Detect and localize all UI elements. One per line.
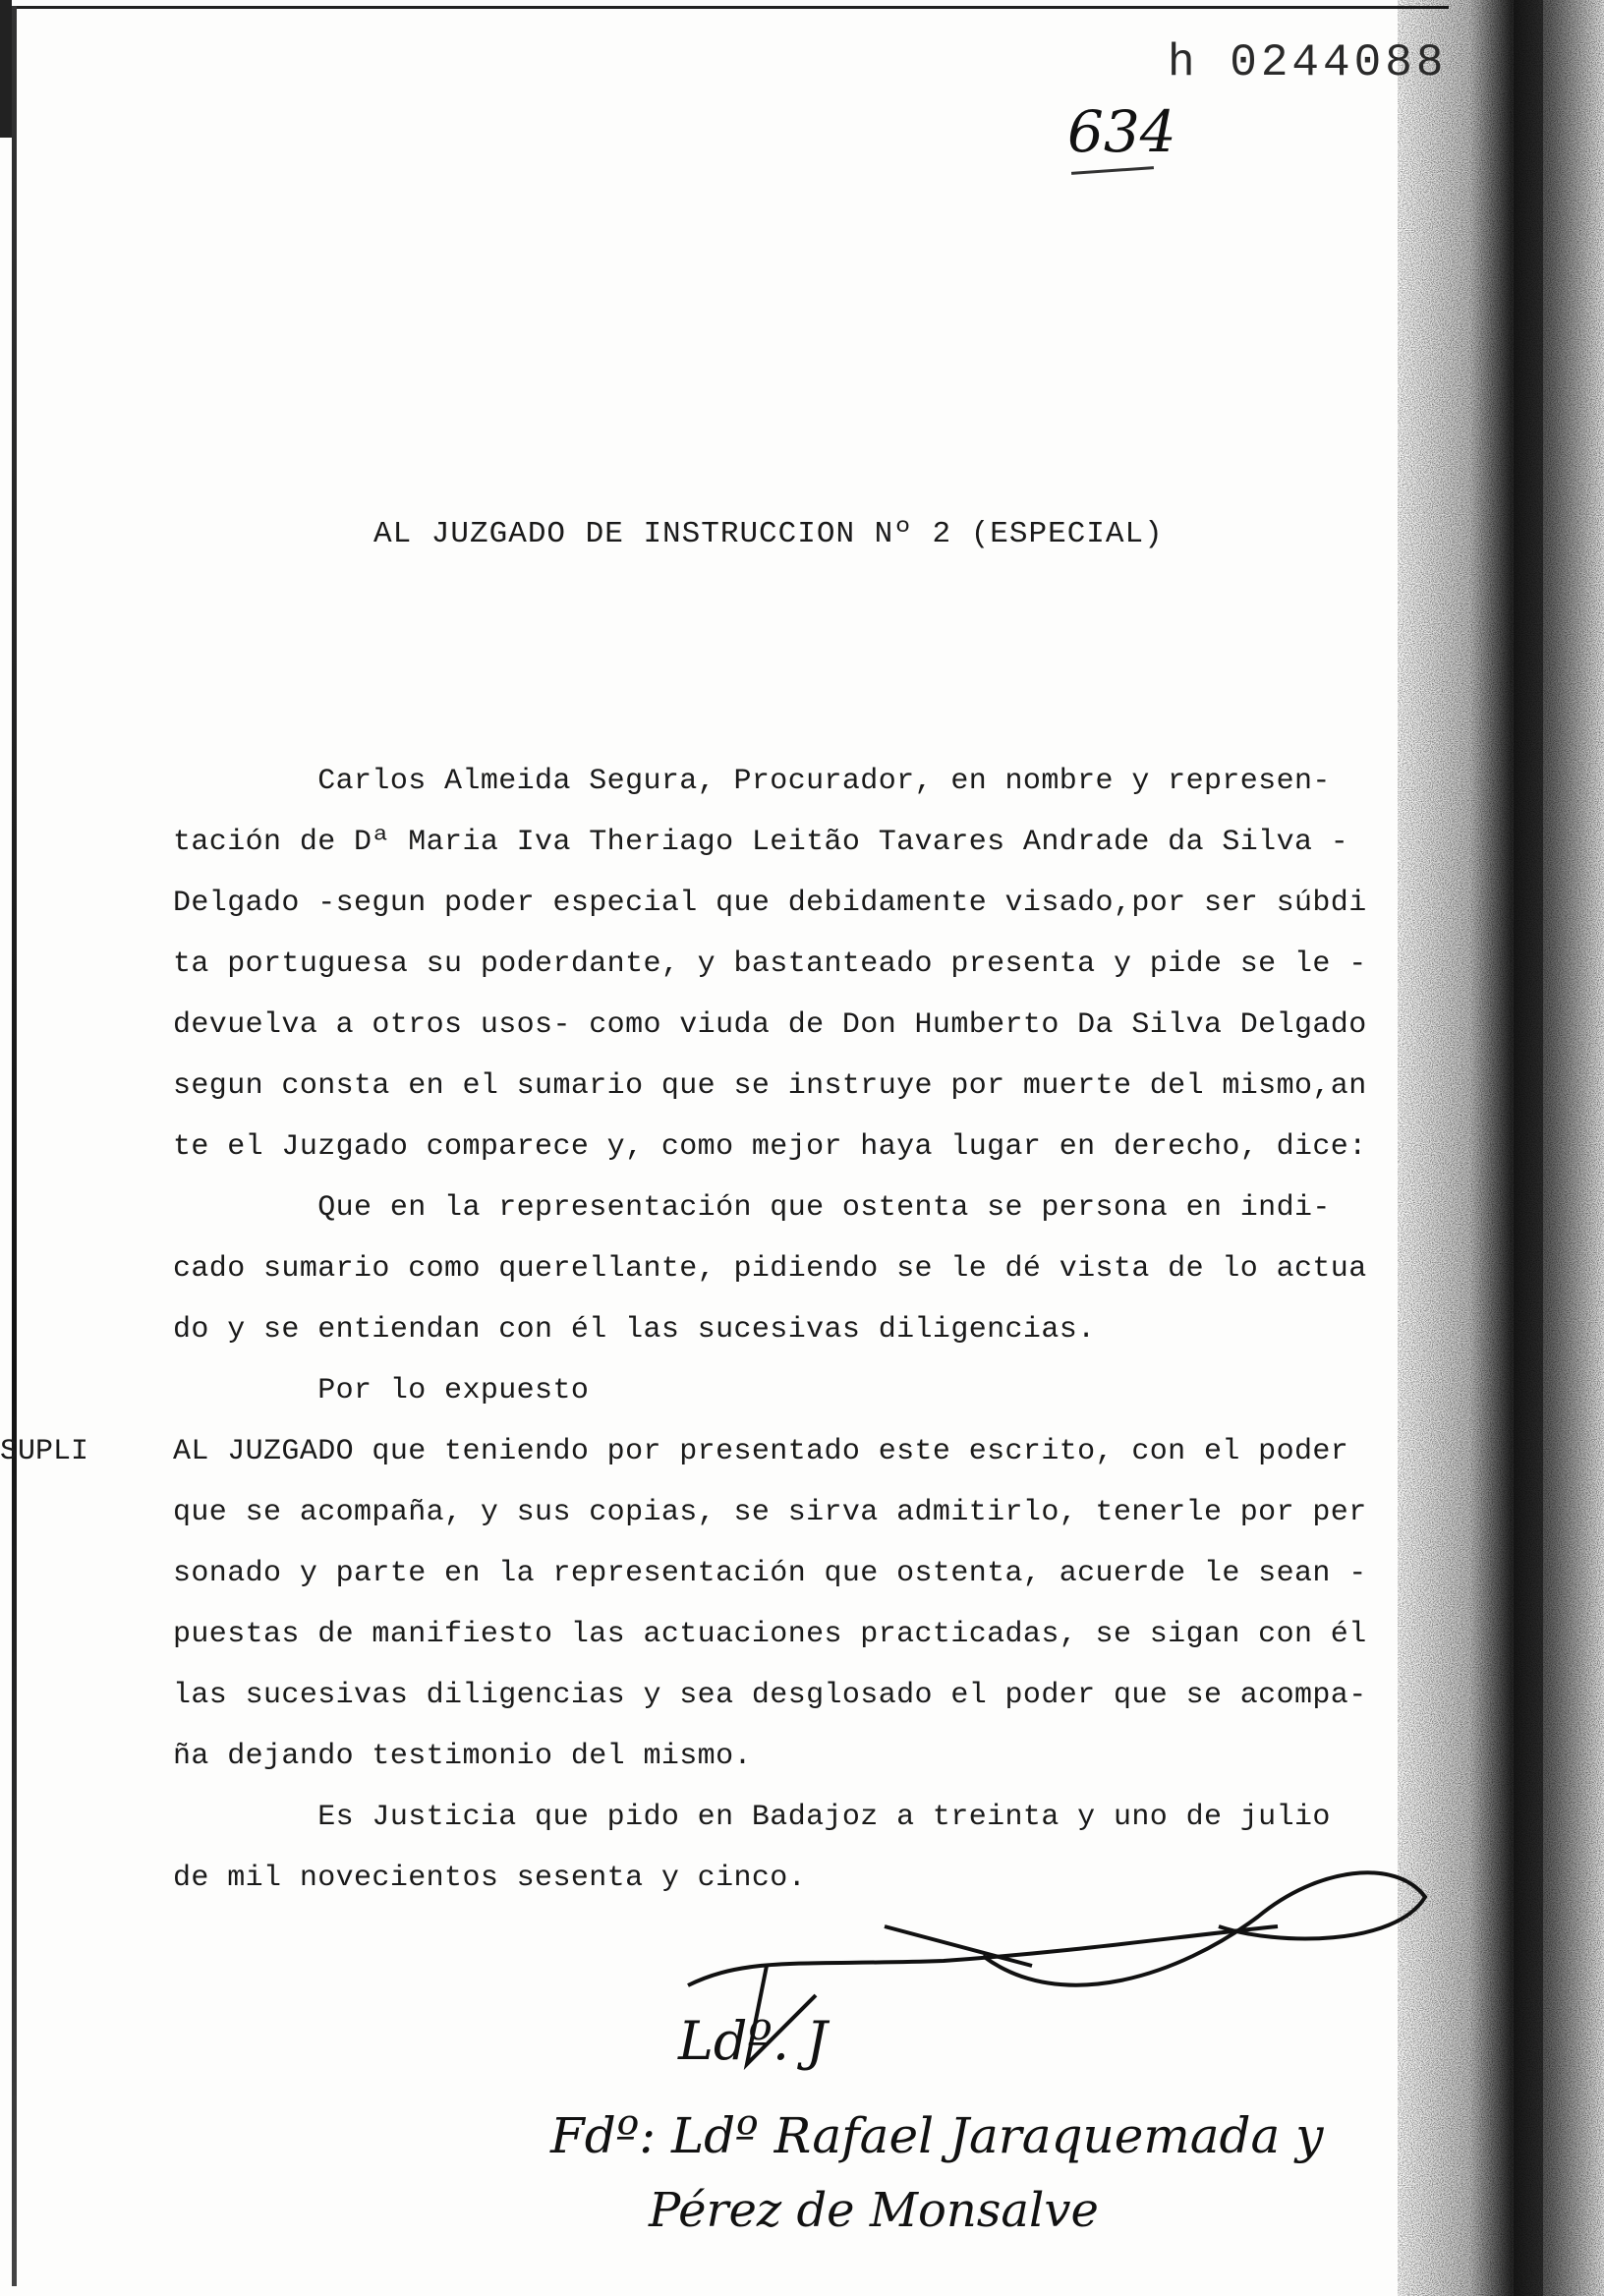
margin-label-supli: SUPLI [0,1435,89,1468]
handwritten-page-number: 634 [1067,98,1176,165]
page-number-underline [1071,166,1154,175]
signature-name-line: Fdº: Ldº Rafael Jaraquemada y [550,2107,1324,2164]
signature-flourish [688,1926,1278,1985]
signature-scrawl [983,1872,1425,1984]
signature-stroke [747,1926,1032,2064]
body-line: segun consta en el sumario que se instruye por muerte del mismo,an [173,1069,1367,1103]
signature-initials: Ldº. J [678,2010,828,2072]
body-line: ta portuguesa su poderdante, y bastanteado presenta y pide se le - [173,947,1367,981]
body-line: de mil novecientos sesenta y cinco. [173,1862,807,1895]
body-line: te el Juzgado comparece y, como mejor haya lugar en derecho, dice: [173,1130,1367,1164]
body-line: Carlos Almeida Segura, Procurador, en nombre y represen- [173,765,1331,798]
body-line: tación de Dª Maria Iva Theriago Leitão Tavares Andrade da Silva - [173,826,1349,859]
body-line: puestas de manifiesto las actuaciones practicadas, se sigan con él [173,1618,1367,1651]
archive-code: h 0244088 [1168,37,1448,88]
body-line: ña dejando testimonio del mismo. [173,1740,752,1773]
scan-left-edge [12,6,17,2286]
body-line: do y se entiendan con él las sucesivas diligencias. [173,1313,1096,1347]
body-line: Por lo expuesto [173,1374,590,1407]
body-line: devuelva a otros usos- como viuda de Don Humberto Da Silva Delgado [173,1008,1367,1042]
body-line: Es Justicia que pido en Badajoz a treinta y uno de julio [173,1801,1331,1834]
body-line: sonado y parte en la representación que ostenta, acuerde le sean - [173,1557,1367,1590]
scan-right-edge-noise [1398,0,1604,2296]
body-line: que se acompaña, y sus copias, se sirva admitirlo, tenerle por per [173,1496,1367,1529]
scan-top-edge [14,6,1449,9]
scan-corner-mark [0,0,12,138]
body-line: AL JUZGADO que teniendo por presentado este escrito, con el poder [173,1435,1349,1468]
body-line: las sucesivas diligencias y sea desglosado el poder que se acompa- [173,1679,1367,1712]
body-line: cado sumario como querellante, pidiendo se le dé vista de lo actua [173,1252,1367,1286]
document-heading: AL JUZGADO DE INSTRUCCION Nº 2 (ESPECIAL) [373,517,1164,551]
signature-surname-line: Pérez de Monsalve [649,2183,1099,2238]
body-line: Que en la representación que ostenta se persona en indi- [173,1191,1331,1225]
body-line: Delgado -segun poder especial que debidamente visado,por ser súbdi [173,887,1367,920]
